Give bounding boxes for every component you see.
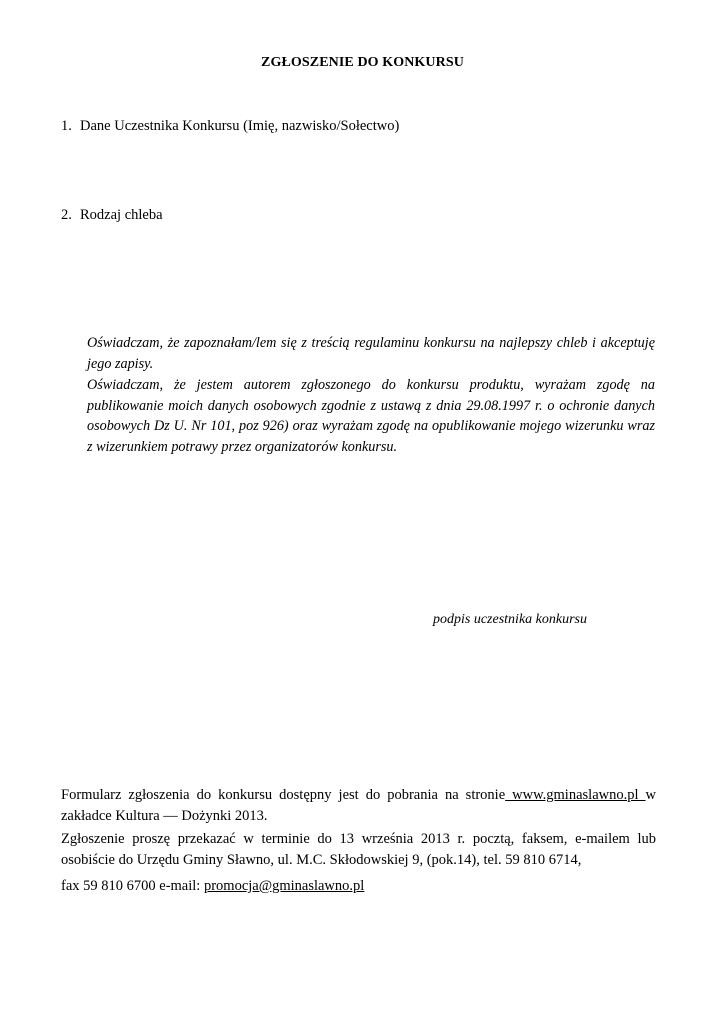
- email-link[interactable]: promocja@gminaslawno.pl: [203, 878, 365, 894]
- item-number: 1.: [61, 118, 72, 134]
- website-link[interactable]: www.gminaslawno.pl: [505, 787, 646, 803]
- declaration-data-consent: Oświadczam, że jestem autorem zgłoszonego do konkursu produktu, wyrażam zgodę na publikowanie moich danych osobowych zgodnie z ustawą z dnia 29.08.1997 r. o ochronie danych osobowych Dz U. Nr 101, poz 926) oraz wyrażam zgodę na opublikowanie mojego wizerunku wraz z wizerunkiem potrawy przez organizatorów konkursu.: [87, 377, 655, 455]
- declaration-regulations: Oświadczam, że zapoznałam/lem się z treścią regulaminu konkursu na najlepszy chleb i akceptuję jego zapisy.: [87, 335, 655, 372]
- item-label: Rodzaj chleba: [80, 207, 163, 223]
- footer-contact-info: [61, 876, 656, 897]
- form-item-bread-type: [61, 207, 163, 224]
- document-title: ZGŁOSZENIE DO KONKURSU: [261, 55, 464, 70]
- signature-label: podpis uczestnika konkursu: [433, 612, 587, 627]
- footer-text: fax 59 810 6700 e-mail:: [61, 878, 204, 894]
- form-item-participant-data: [61, 118, 399, 135]
- footer-download-info: [61, 785, 656, 826]
- footer-text: w zakładce Kultura — Dożynki 2013.: [61, 787, 657, 824]
- footer-submission-info: Zgłoszenie proszę przekazać w terminie do 13 września 2013 r. pocztą, faksem, e-mailem lub osobiście do Urzędu Gminy Sławno, ul. M.C. Skłodowskiej 9, (pok.14), tel. 59 810 6714,: [61, 831, 656, 868]
- item-label: Dane Uczestnika Konkursu (Imię, nazwisko/Sołectwo): [80, 118, 400, 134]
- item-number: 2.: [61, 207, 72, 223]
- footer-text: Formularz zgłoszenia do konkursu dostępny jest do pobrania na stronie: [61, 787, 506, 803]
